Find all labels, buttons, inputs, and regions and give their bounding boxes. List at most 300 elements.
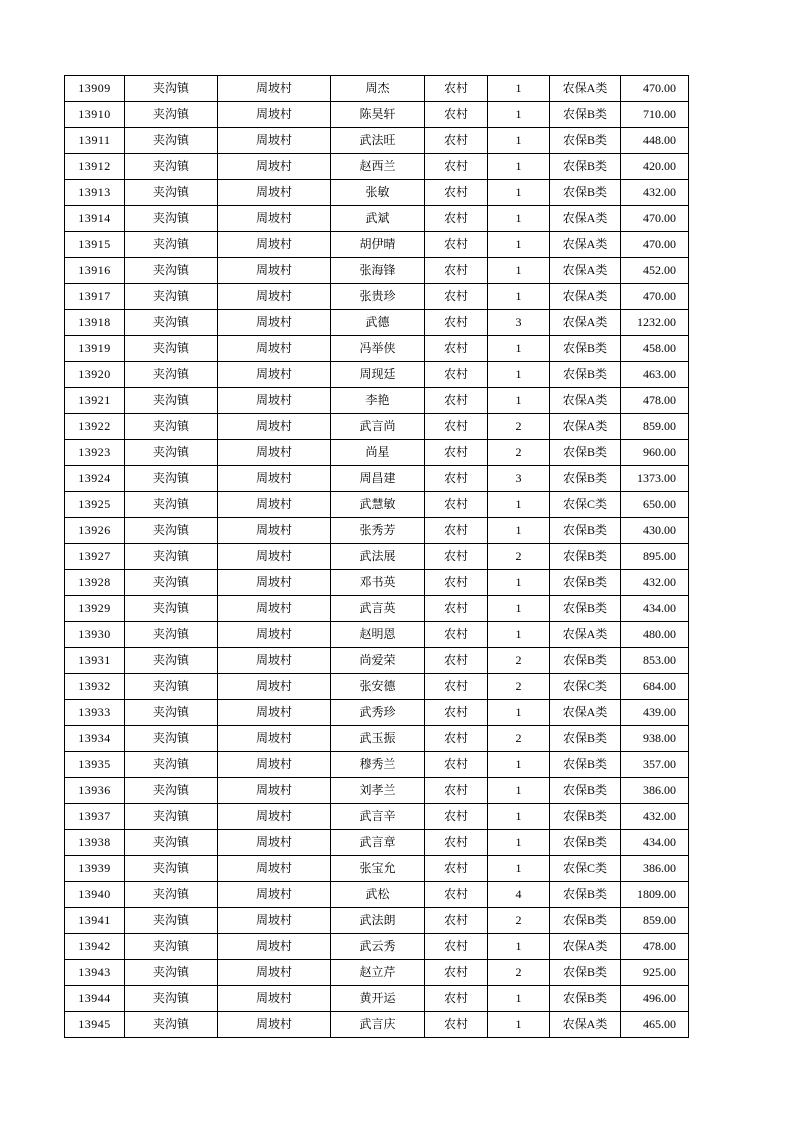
cell-serial: 13924	[65, 466, 125, 492]
cell-name: 武言辛	[331, 804, 425, 830]
cell-amount: 960.00	[621, 440, 689, 466]
cell-name: 赵西兰	[331, 154, 425, 180]
cell-name: 胡伊晴	[331, 232, 425, 258]
cell-count: 1	[488, 856, 550, 882]
cell-serial: 13926	[65, 518, 125, 544]
cell-town: 夹沟镇	[125, 466, 218, 492]
cell-name: 武言章	[331, 830, 425, 856]
cell-insurance_type: 农保B类	[550, 648, 621, 674]
cell-insurance_type: 农保A类	[550, 258, 621, 284]
cell-residence: 农村	[425, 700, 488, 726]
cell-name: 李艳	[331, 388, 425, 414]
cell-village: 周坡村	[218, 700, 331, 726]
cell-residence: 农村	[425, 726, 488, 752]
cell-amount: 470.00	[621, 232, 689, 258]
cell-village: 周坡村	[218, 934, 331, 960]
table-row	[65, 518, 689, 544]
table-row	[65, 1012, 689, 1038]
cell-count: 1	[488, 986, 550, 1012]
cell-serial: 13920	[65, 362, 125, 388]
cell-name: 武玉振	[331, 726, 425, 752]
cell-count: 1	[488, 102, 550, 128]
table-row	[65, 154, 689, 180]
cell-name: 武法展	[331, 544, 425, 570]
table-row	[65, 778, 689, 804]
cell-town: 夹沟镇	[125, 726, 218, 752]
cell-serial: 13910	[65, 102, 125, 128]
cell-serial: 13909	[65, 76, 125, 102]
cell-amount: 386.00	[621, 856, 689, 882]
cell-insurance_type: 农保B类	[550, 336, 621, 362]
cell-amount: 434.00	[621, 596, 689, 622]
table-row	[65, 726, 689, 752]
table-row	[65, 960, 689, 986]
cell-serial: 13934	[65, 726, 125, 752]
cell-insurance_type: 农保B类	[550, 908, 621, 934]
cell-count: 3	[488, 466, 550, 492]
cell-village: 周坡村	[218, 518, 331, 544]
cell-amount: 432.00	[621, 804, 689, 830]
cell-village: 周坡村	[218, 336, 331, 362]
cell-insurance_type: 农保B类	[550, 154, 621, 180]
cell-residence: 农村	[425, 180, 488, 206]
cell-serial: 13941	[65, 908, 125, 934]
cell-residence: 农村	[425, 596, 488, 622]
cell-serial: 13930	[65, 622, 125, 648]
cell-insurance_type: 农保A类	[550, 1012, 621, 1038]
cell-name: 刘孝兰	[331, 778, 425, 804]
cell-residence: 农村	[425, 674, 488, 700]
cell-name: 张海锋	[331, 258, 425, 284]
cell-village: 周坡村	[218, 388, 331, 414]
table-row	[65, 622, 689, 648]
cell-town: 夹沟镇	[125, 674, 218, 700]
table-row	[65, 492, 689, 518]
cell-town: 夹沟镇	[125, 752, 218, 778]
cell-name: 张敏	[331, 180, 425, 206]
cell-town: 夹沟镇	[125, 362, 218, 388]
cell-name: 尚爱荣	[331, 648, 425, 674]
cell-amount: 684.00	[621, 674, 689, 700]
table-row	[65, 804, 689, 830]
cell-count: 3	[488, 310, 550, 336]
cell-serial: 13914	[65, 206, 125, 232]
cell-residence: 农村	[425, 492, 488, 518]
cell-count: 1	[488, 388, 550, 414]
cell-count: 1	[488, 778, 550, 804]
cell-town: 夹沟镇	[125, 518, 218, 544]
cell-count: 2	[488, 414, 550, 440]
cell-count: 2	[488, 648, 550, 674]
cell-insurance_type: 农保B类	[550, 752, 621, 778]
cell-amount: 925.00	[621, 960, 689, 986]
table-row	[65, 284, 689, 310]
cell-town: 夹沟镇	[125, 310, 218, 336]
cell-village: 周坡村	[218, 778, 331, 804]
cell-village: 周坡村	[218, 856, 331, 882]
cell-residence: 农村	[425, 362, 488, 388]
cell-serial: 13928	[65, 570, 125, 596]
cell-town: 夹沟镇	[125, 778, 218, 804]
cell-village: 周坡村	[218, 102, 331, 128]
cell-residence: 农村	[425, 752, 488, 778]
table-body	[65, 76, 689, 1038]
cell-town: 夹沟镇	[125, 284, 218, 310]
cell-name: 周现廷	[331, 362, 425, 388]
cell-residence: 农村	[425, 622, 488, 648]
table-row	[65, 76, 689, 102]
cell-residence: 农村	[425, 388, 488, 414]
cell-village: 周坡村	[218, 830, 331, 856]
cell-residence: 农村	[425, 414, 488, 440]
cell-village: 周坡村	[218, 180, 331, 206]
table-row	[65, 830, 689, 856]
cell-residence: 农村	[425, 232, 488, 258]
table-row	[65, 986, 689, 1012]
table-row	[65, 362, 689, 388]
cell-village: 周坡村	[218, 1012, 331, 1038]
cell-residence: 农村	[425, 206, 488, 232]
cell-residence: 农村	[425, 102, 488, 128]
cell-name: 武慧敏	[331, 492, 425, 518]
cell-town: 夹沟镇	[125, 76, 218, 102]
table-row	[65, 882, 689, 908]
cell-residence: 农村	[425, 440, 488, 466]
cell-serial: 13916	[65, 258, 125, 284]
cell-name: 武松	[331, 882, 425, 908]
cell-name: 黄开运	[331, 986, 425, 1012]
cell-town: 夹沟镇	[125, 830, 218, 856]
cell-insurance_type: 农保C类	[550, 492, 621, 518]
cell-residence: 农村	[425, 76, 488, 102]
cell-insurance_type: 农保B类	[550, 726, 621, 752]
cell-village: 周坡村	[218, 752, 331, 778]
cell-town: 夹沟镇	[125, 882, 218, 908]
cell-name: 赵立芹	[331, 960, 425, 986]
cell-insurance_type: 农保B类	[550, 180, 621, 206]
cell-amount: 463.00	[621, 362, 689, 388]
cell-amount: 430.00	[621, 518, 689, 544]
cell-serial: 13937	[65, 804, 125, 830]
cell-name: 武云秀	[331, 934, 425, 960]
cell-name: 张秀芳	[331, 518, 425, 544]
cell-residence: 农村	[425, 570, 488, 596]
cell-town: 夹沟镇	[125, 960, 218, 986]
cell-name: 周昌建	[331, 466, 425, 492]
cell-village: 周坡村	[218, 284, 331, 310]
cell-serial: 13927	[65, 544, 125, 570]
cell-insurance_type: 农保A类	[550, 700, 621, 726]
table-row	[65, 310, 689, 336]
cell-serial: 13922	[65, 414, 125, 440]
cell-serial: 13929	[65, 596, 125, 622]
cell-residence: 农村	[425, 1012, 488, 1038]
cell-name: 尚星	[331, 440, 425, 466]
cell-village: 周坡村	[218, 882, 331, 908]
cell-village: 周坡村	[218, 154, 331, 180]
subsidy-table	[64, 75, 689, 1038]
cell-count: 1	[488, 1012, 550, 1038]
cell-name: 武言英	[331, 596, 425, 622]
cell-town: 夹沟镇	[125, 492, 218, 518]
cell-village: 周坡村	[218, 492, 331, 518]
cell-count: 2	[488, 908, 550, 934]
cell-insurance_type: 农保B类	[550, 518, 621, 544]
cell-residence: 农村	[425, 518, 488, 544]
cell-name: 武德	[331, 310, 425, 336]
cell-insurance_type: 农保A类	[550, 76, 621, 102]
table-row	[65, 180, 689, 206]
cell-village: 周坡村	[218, 310, 331, 336]
cell-residence: 农村	[425, 934, 488, 960]
cell-village: 周坡村	[218, 986, 331, 1012]
cell-amount: 465.00	[621, 1012, 689, 1038]
cell-village: 周坡村	[218, 362, 331, 388]
cell-serial: 13919	[65, 336, 125, 362]
cell-serial: 13943	[65, 960, 125, 986]
cell-serial: 13921	[65, 388, 125, 414]
table-row	[65, 388, 689, 414]
cell-amount: 1232.00	[621, 310, 689, 336]
cell-residence: 农村	[425, 258, 488, 284]
cell-amount: 480.00	[621, 622, 689, 648]
cell-residence: 农村	[425, 310, 488, 336]
cell-name: 武秀珍	[331, 700, 425, 726]
cell-count: 1	[488, 830, 550, 856]
table-row	[65, 648, 689, 674]
cell-name: 邓书英	[331, 570, 425, 596]
cell-name: 武法朗	[331, 908, 425, 934]
cell-village: 周坡村	[218, 804, 331, 830]
cell-insurance_type: 农保B类	[550, 778, 621, 804]
cell-name: 武言庆	[331, 1012, 425, 1038]
cell-town: 夹沟镇	[125, 804, 218, 830]
table-row	[65, 128, 689, 154]
cell-count: 1	[488, 154, 550, 180]
cell-residence: 农村	[425, 856, 488, 882]
cell-name: 周杰	[331, 76, 425, 102]
cell-amount: 859.00	[621, 414, 689, 440]
table-row	[65, 674, 689, 700]
cell-serial: 13913	[65, 180, 125, 206]
cell-count: 1	[488, 206, 550, 232]
cell-count: 2	[488, 440, 550, 466]
table-row	[65, 102, 689, 128]
table-row	[65, 206, 689, 232]
cell-town: 夹沟镇	[125, 440, 218, 466]
cell-insurance_type: 农保C类	[550, 674, 621, 700]
cell-serial: 13940	[65, 882, 125, 908]
cell-amount: 496.00	[621, 986, 689, 1012]
table-row	[65, 908, 689, 934]
cell-insurance_type: 农保A类	[550, 206, 621, 232]
cell-count: 1	[488, 180, 550, 206]
cell-residence: 农村	[425, 804, 488, 830]
cell-town: 夹沟镇	[125, 232, 218, 258]
cell-residence: 农村	[425, 336, 488, 362]
cell-town: 夹沟镇	[125, 206, 218, 232]
cell-insurance_type: 农保B类	[550, 596, 621, 622]
cell-name: 张贵珍	[331, 284, 425, 310]
cell-village: 周坡村	[218, 258, 331, 284]
cell-count: 1	[488, 258, 550, 284]
cell-town: 夹沟镇	[125, 856, 218, 882]
cell-residence: 农村	[425, 648, 488, 674]
cell-count: 2	[488, 544, 550, 570]
cell-amount: 470.00	[621, 284, 689, 310]
cell-insurance_type: 农保B类	[550, 986, 621, 1012]
cell-town: 夹沟镇	[125, 1012, 218, 1038]
cell-residence: 农村	[425, 882, 488, 908]
cell-village: 周坡村	[218, 596, 331, 622]
cell-town: 夹沟镇	[125, 414, 218, 440]
cell-insurance_type: 农保B类	[550, 102, 621, 128]
cell-count: 1	[488, 284, 550, 310]
cell-amount: 1373.00	[621, 466, 689, 492]
cell-serial: 13917	[65, 284, 125, 310]
cell-residence: 农村	[425, 466, 488, 492]
cell-count: 1	[488, 596, 550, 622]
cell-village: 周坡村	[218, 76, 331, 102]
cell-amount: 859.00	[621, 908, 689, 934]
cell-name: 武法旺	[331, 128, 425, 154]
cell-village: 周坡村	[218, 726, 331, 752]
cell-serial: 13931	[65, 648, 125, 674]
cell-insurance_type: 农保B类	[550, 960, 621, 986]
cell-village: 周坡村	[218, 440, 331, 466]
cell-town: 夹沟镇	[125, 648, 218, 674]
cell-residence: 农村	[425, 778, 488, 804]
cell-amount: 432.00	[621, 570, 689, 596]
cell-town: 夹沟镇	[125, 700, 218, 726]
cell-serial: 13918	[65, 310, 125, 336]
cell-amount: 938.00	[621, 726, 689, 752]
cell-town: 夹沟镇	[125, 336, 218, 362]
cell-count: 1	[488, 934, 550, 960]
cell-village: 周坡村	[218, 960, 331, 986]
cell-residence: 农村	[425, 908, 488, 934]
cell-serial: 13942	[65, 934, 125, 960]
cell-count: 2	[488, 960, 550, 986]
cell-insurance_type: 农保B类	[550, 466, 621, 492]
cell-town: 夹沟镇	[125, 622, 218, 648]
cell-insurance_type: 农保B类	[550, 128, 621, 154]
cell-residence: 农村	[425, 154, 488, 180]
table-row	[65, 466, 689, 492]
cell-insurance_type: 农保B类	[550, 544, 621, 570]
cell-village: 周坡村	[218, 206, 331, 232]
table-row	[65, 596, 689, 622]
cell-village: 周坡村	[218, 674, 331, 700]
cell-amount: 470.00	[621, 76, 689, 102]
cell-serial: 13933	[65, 700, 125, 726]
cell-serial: 13945	[65, 1012, 125, 1038]
cell-town: 夹沟镇	[125, 102, 218, 128]
cell-town: 夹沟镇	[125, 986, 218, 1012]
cell-amount: 895.00	[621, 544, 689, 570]
cell-amount: 439.00	[621, 700, 689, 726]
cell-serial: 13938	[65, 830, 125, 856]
cell-town: 夹沟镇	[125, 908, 218, 934]
table-row	[65, 752, 689, 778]
cell-village: 周坡村	[218, 544, 331, 570]
cell-town: 夹沟镇	[125, 544, 218, 570]
cell-amount: 452.00	[621, 258, 689, 284]
cell-count: 1	[488, 518, 550, 544]
cell-village: 周坡村	[218, 908, 331, 934]
cell-amount: 710.00	[621, 102, 689, 128]
cell-residence: 农村	[425, 960, 488, 986]
table-row	[65, 934, 689, 960]
cell-village: 周坡村	[218, 648, 331, 674]
cell-count: 1	[488, 362, 550, 388]
cell-insurance_type: 农保A类	[550, 284, 621, 310]
cell-amount: 432.00	[621, 180, 689, 206]
table-row	[65, 336, 689, 362]
cell-count: 1	[488, 804, 550, 830]
cell-insurance_type: 农保A类	[550, 622, 621, 648]
cell-insurance_type: 农保B类	[550, 830, 621, 856]
cell-amount: 478.00	[621, 934, 689, 960]
cell-serial: 13944	[65, 986, 125, 1012]
cell-serial: 13925	[65, 492, 125, 518]
cell-count: 2	[488, 726, 550, 752]
cell-count: 1	[488, 232, 550, 258]
table-row	[65, 544, 689, 570]
cell-insurance_type: 农保A类	[550, 414, 621, 440]
cell-insurance_type: 农保B类	[550, 570, 621, 596]
cell-amount: 434.00	[621, 830, 689, 856]
cell-serial: 13936	[65, 778, 125, 804]
cell-insurance_type: 农保A类	[550, 310, 621, 336]
cell-residence: 农村	[425, 830, 488, 856]
cell-count: 1	[488, 752, 550, 778]
cell-insurance_type: 农保B类	[550, 362, 621, 388]
cell-amount: 650.00	[621, 492, 689, 518]
cell-amount: 448.00	[621, 128, 689, 154]
cell-amount: 386.00	[621, 778, 689, 804]
table-row	[65, 414, 689, 440]
cell-town: 夹沟镇	[125, 180, 218, 206]
cell-count: 1	[488, 570, 550, 596]
cell-town: 夹沟镇	[125, 258, 218, 284]
cell-town: 夹沟镇	[125, 570, 218, 596]
cell-residence: 农村	[425, 544, 488, 570]
cell-town: 夹沟镇	[125, 934, 218, 960]
cell-serial: 13932	[65, 674, 125, 700]
cell-amount: 357.00	[621, 752, 689, 778]
table-row	[65, 232, 689, 258]
cell-name: 张宝允	[331, 856, 425, 882]
cell-town: 夹沟镇	[125, 388, 218, 414]
cell-serial: 13935	[65, 752, 125, 778]
cell-serial: 13923	[65, 440, 125, 466]
cell-name: 武斌	[331, 206, 425, 232]
cell-village: 周坡村	[218, 414, 331, 440]
table-row	[65, 570, 689, 596]
table-row	[65, 856, 689, 882]
cell-name: 张安德	[331, 674, 425, 700]
cell-count: 1	[488, 128, 550, 154]
cell-insurance_type: 农保B类	[550, 804, 621, 830]
table-row	[65, 258, 689, 284]
cell-insurance_type: 农保B类	[550, 882, 621, 908]
cell-name: 穆秀兰	[331, 752, 425, 778]
cell-count: 1	[488, 622, 550, 648]
cell-amount: 470.00	[621, 206, 689, 232]
cell-count: 1	[488, 492, 550, 518]
cell-count: 1	[488, 700, 550, 726]
